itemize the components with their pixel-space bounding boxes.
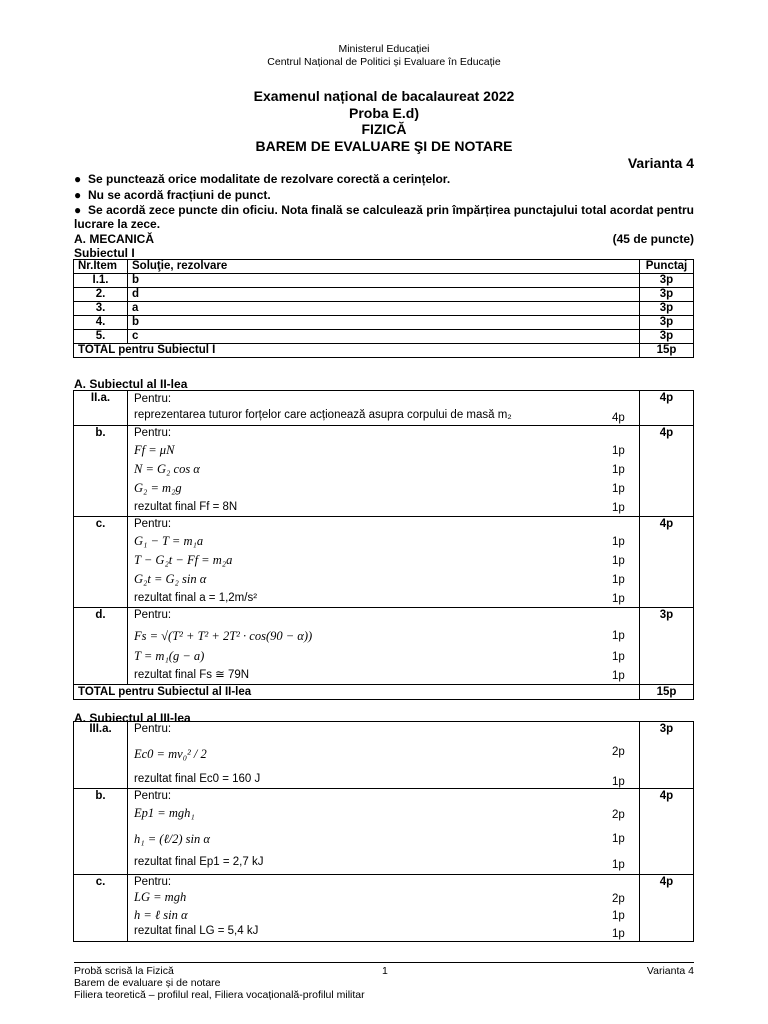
item-row: c. Pentru: LG = mgh 2p h = ℓ sin α 1p rezultat final LG = 5,4 kJ 1p 4p <box>74 875 694 942</box>
item-row <box>74 391 694 426</box>
header-item: Nr.Item <box>74 260 128 274</box>
table-row: I.1. b 3p <box>74 274 694 288</box>
item-number: II.a. <box>74 391 128 426</box>
document-header <box>0 43 768 69</box>
exam-title: Examenul național de bacalaureat 2022 <box>253 88 515 104</box>
subject3-title: A. Subiectul al III-lea <box>74 711 191 725</box>
table-row: 5. c 3p <box>74 330 694 344</box>
item-solution: Pentru: reprezentarea tuturor forțelor care acționează asupra corpului de masă m₂ 4p <box>128 391 640 426</box>
item-row: c. Pentru: G₁ − T = m₁a 1p T − G₂t − Ff = m₂a 1p G₂t = G₂ sin α 1p rezultat final a = 1,2m/s² 1p 4p <box>74 517 694 608</box>
table-header-row <box>74 260 694 274</box>
subject-title: FIZICĂ <box>361 121 407 137</box>
item-points: 4p <box>640 391 694 426</box>
ministry-name: Ministerul Educației <box>338 43 430 55</box>
page-number: 1 <box>382 965 388 977</box>
rule-item: ● Nu se acordă fracțiuni de punct. <box>74 188 271 202</box>
subject1-table <box>73 259 694 358</box>
section-title: A. MECANICĂ <box>74 232 154 246</box>
section-points: (45 de puncte) <box>612 232 694 246</box>
bullet-icon: ● <box>74 203 82 217</box>
rule-item: ● Se punctează orice modalitate de rezolvare corectă a cerințelor. <box>74 172 451 186</box>
total-row: TOTAL pentru Subiectul I 15p <box>74 344 694 358</box>
barem-title: BAREM DE EVALUARE ŞI DE NOTARE <box>255 138 513 154</box>
header-points: Punctaj <box>640 260 694 274</box>
center-name: Centrul Național de Politici și Evaluare în Educație <box>267 56 501 68</box>
subject3-table <box>73 721 694 942</box>
proba-title: Proba E.d) <box>348 105 419 121</box>
bullet-icon: ● <box>74 188 82 202</box>
header-solution: Soluţie, rezolvare <box>128 260 640 274</box>
item-row: III.a. Pentru: Ec0 = mv₀² / 2 2p rezultat final Ec0 = 160 J 1p 3p <box>74 722 694 789</box>
table-row: 2. d 3p <box>74 288 694 302</box>
rule-item: ● Se acordă zece puncte din oficiu. Nota finală se calculează prin împărțirea punctajului total acordat pentru lucrare la zece. <box>74 203 694 231</box>
footer-exam: Probă scrisă la Fizică <box>74 965 174 977</box>
total-row: TOTAL pentru Subiectul al II-lea 15p <box>74 685 694 700</box>
item-row: b. Pentru: Ff = μN 1p N = G₂ cos α 1p G₂ = m₂g 1p rezultat final Ff = 8N 1p 4p <box>74 426 694 517</box>
subject2-title: A. Subiectul al II-lea <box>74 377 188 391</box>
section-heading <box>74 232 694 246</box>
bullet-icon: ● <box>74 172 82 186</box>
subject2-table <box>73 390 694 700</box>
item-row: b. Pentru: Ep1 = mgh₁ 2p h₁ = (ℓ/2) sin α 1p rezultat final Ep1 = 2,7 kJ 1p 4p <box>74 789 694 875</box>
footer-barem: Barem de evaluare și de notare <box>74 977 221 989</box>
item-row: d. Pentru: Fs = √(T² + T² + 2T² · cos(90 − α)) 1p T = m₁(g − a) 1p rezultat final Fs ≅ 79N 1p 3p <box>74 608 694 685</box>
footer-filiera: Filiera teoretică – profilul real, Filiera vocațională-profilul militar <box>74 988 365 1001</box>
footer-divider <box>74 962 694 963</box>
table-row: 4. b 3p <box>74 316 694 330</box>
subject1-title: Subiectul I <box>74 246 135 260</box>
page-footer <box>74 966 694 1001</box>
variant-label: Varianta 4 <box>627 155 694 171</box>
table-row: 3. a 3p <box>74 302 694 316</box>
footer-variant: Varianta 4 <box>646 965 694 977</box>
